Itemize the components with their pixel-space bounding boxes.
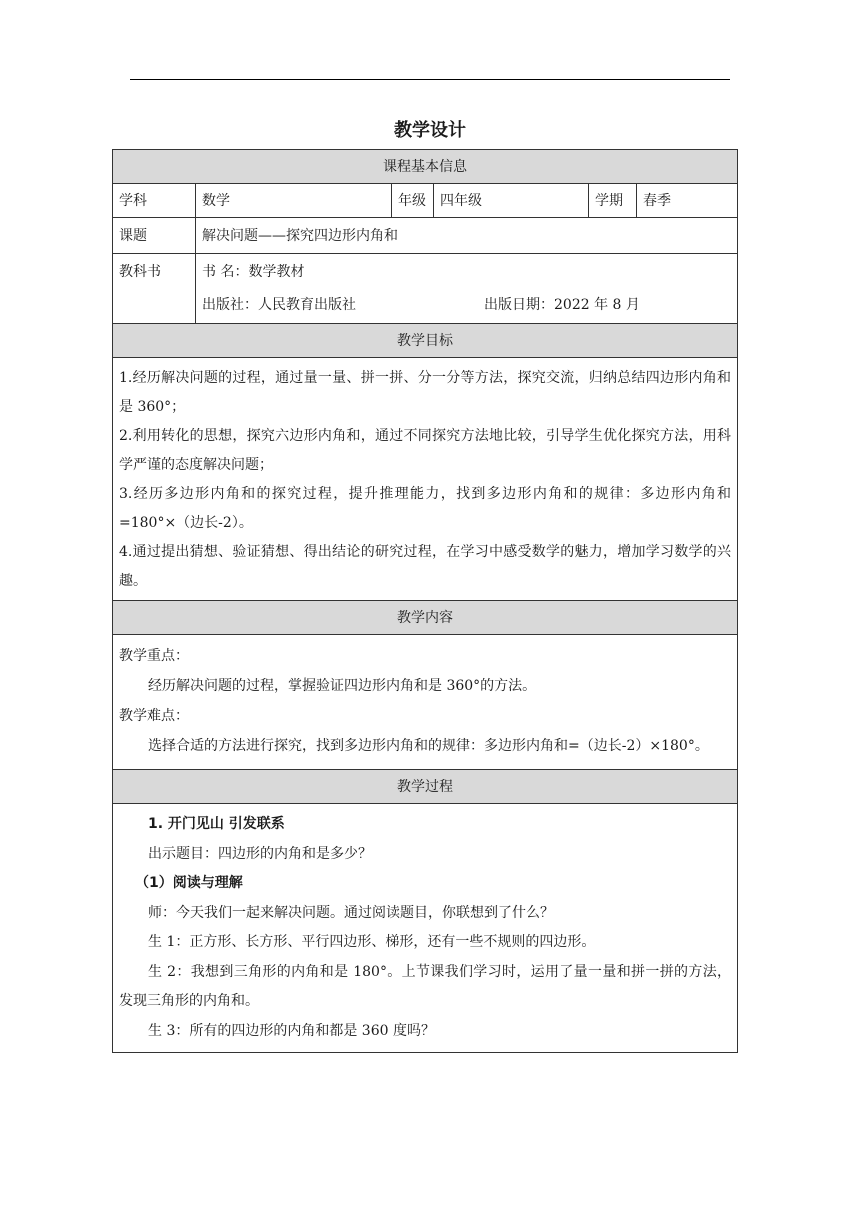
subject-label: 学科 — [113, 184, 196, 218]
topic-label: 课题 — [113, 218, 196, 254]
goals-row — [113, 358, 738, 601]
header-rule — [130, 79, 730, 80]
section-header-process — [113, 770, 738, 804]
subject-row — [113, 184, 738, 218]
process-body — [113, 804, 738, 1053]
topic-value: 解决问题——探究四边形内角和 — [196, 218, 738, 254]
topic-row — [113, 218, 738, 254]
book-name-label: 书 名： — [202, 264, 249, 280]
textbook-info — [196, 254, 738, 324]
content-body — [113, 635, 738, 770]
document-title: 教学设计 — [394, 120, 466, 141]
grade-value: 四年级 — [434, 184, 589, 218]
dialog-line: 生 2：我想到三角形的内角和是 180°。上节课我们学习时，运用了量一量和拼一拼的方法，发现三角形的内角和。 — [119, 963, 732, 1009]
textbook-row — [113, 254, 738, 324]
section-header-content — [113, 601, 738, 635]
question-text: 出示题目：四边形的内角和是多少？ — [148, 845, 372, 862]
goal-item: 1.经历解决问题的过程，通过量一量、拼一拼、分一分等方法，探究交流，归纳总结四边形内角和是 360°； — [119, 370, 732, 415]
difficulty-text: 选择合适的方法进行探究，找到多边形内角和的规律：多边形内角和=（边长-2）×180°。 — [148, 738, 709, 754]
section-title: 课程基本信息 — [113, 150, 738, 184]
dialog-line: 生 1：正方形、长方形、平行四边形、梯形，还有一些不规则的四边形。 — [148, 934, 596, 950]
key-points-label: 教学重点： — [119, 648, 189, 664]
section-header-goals — [113, 324, 738, 358]
book-name-value: 数学教材 — [248, 264, 305, 280]
publication-date: 出版日期：2022 年 8 月 — [484, 297, 640, 313]
step-heading: 1. 开门见山 引发联系 — [148, 816, 285, 832]
term-value: 春季 — [637, 184, 738, 218]
publisher-line — [202, 295, 731, 315]
grade-label: 年级 — [392, 184, 434, 218]
textbook-label: 教科书 — [113, 254, 196, 324]
content-row — [113, 635, 738, 770]
publisher: 出版社：人民教育出版社 — [202, 297, 356, 313]
term-label: 学期 — [589, 184, 637, 218]
sub-heading: （1）阅读与理解 — [135, 875, 243, 891]
difficulty-label: 教学难点： — [119, 708, 189, 724]
section-title: 教学内容 — [113, 601, 738, 635]
dialog-line: 生 3：所有的四边形的内角和都是 360 度吗？ — [148, 1022, 435, 1039]
key-points-text: 经历解决问题的过程，掌握验证四边形内角和是 360°的方法。 — [148, 678, 537, 694]
dialog-line: 师：今天我们一起来解决问题。通过阅读题目，你联想到了什么？ — [148, 904, 554, 921]
goal-item: 2.利用转化的思想，探究六边形内角和，通过不同探究方法地比较，引导学生优化探究方法，用科学严谨的态度解决问题； — [119, 428, 732, 473]
subject-value: 数学 — [196, 184, 392, 218]
goal-item: 4.通过提出猜想、验证猜想、得出结论的研究过程，在学习中感受数学的魅力，增加学习数学的兴趣。 — [119, 544, 732, 589]
goal-item: 3.经历多边形内角和的探究过程，提升推理能力，找到多边形内角和的规律：多边形内角和=180°×（边长-2）。 — [119, 486, 732, 531]
section-header-basic-info — [113, 150, 738, 184]
process-row — [113, 804, 738, 1053]
goals-body — [113, 358, 738, 601]
section-title: 教学目标 — [113, 324, 738, 358]
book-name-line — [202, 262, 731, 284]
section-title: 教学过程 — [113, 770, 738, 804]
lesson-plan-table — [112, 149, 738, 1053]
